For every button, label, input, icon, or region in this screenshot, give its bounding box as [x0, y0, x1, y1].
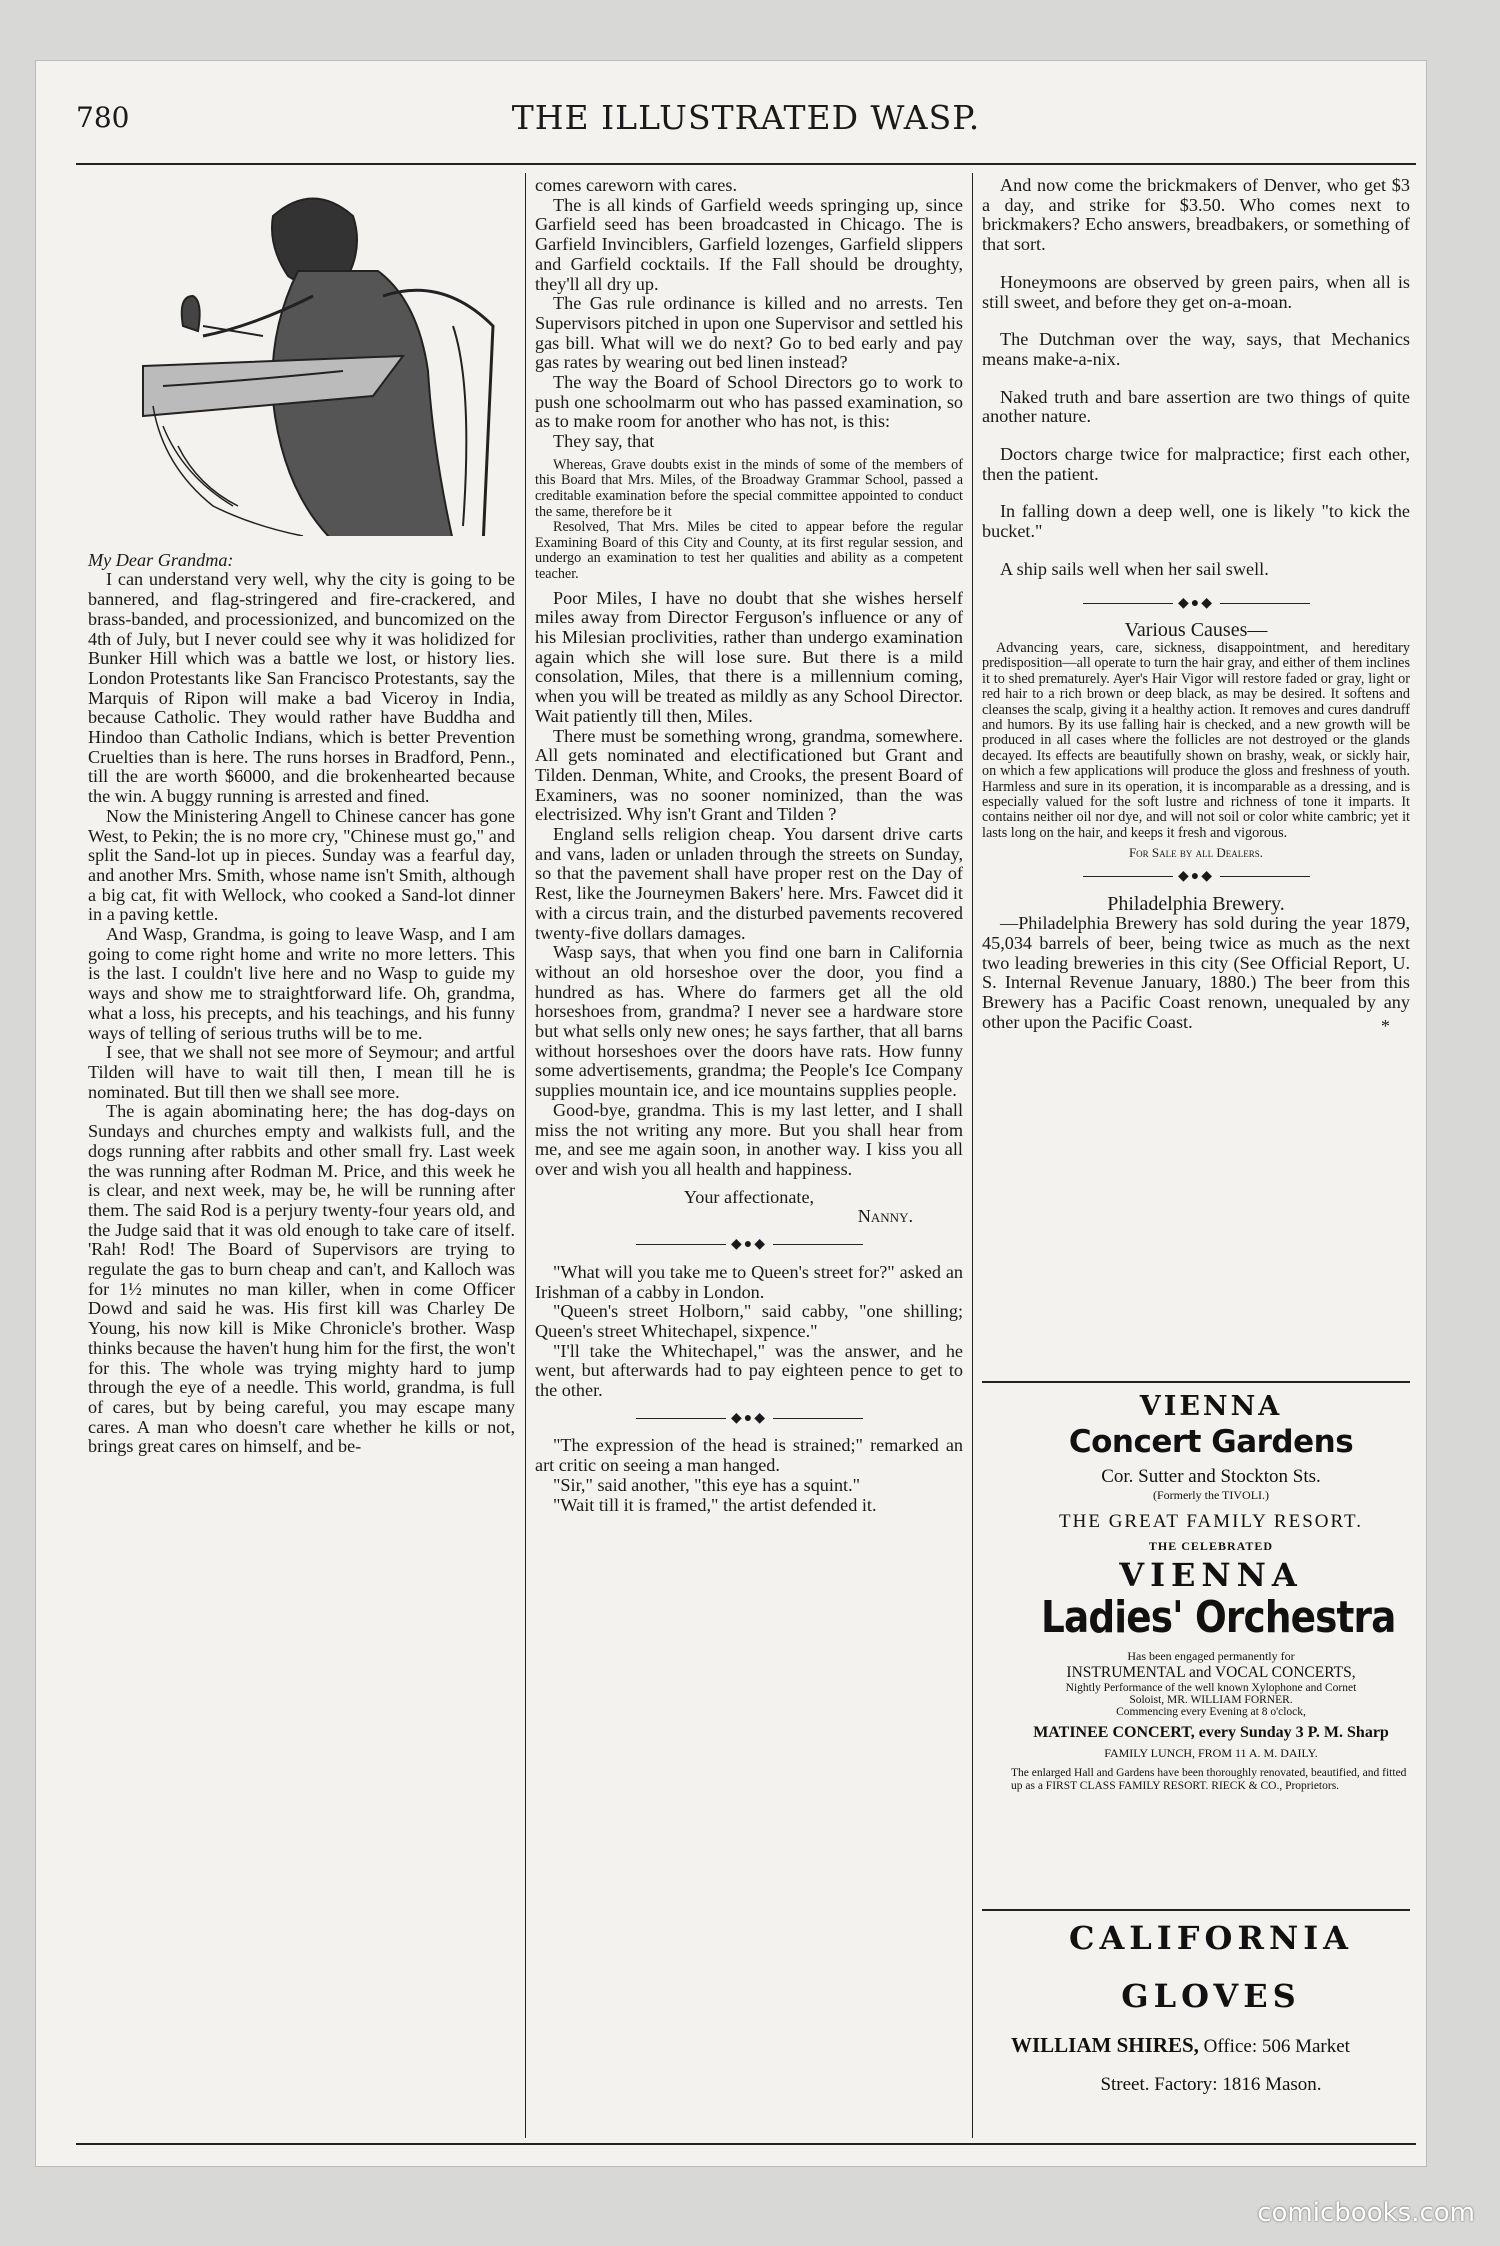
column-rule-2	[972, 173, 973, 2138]
ad-celebrated: THE CELEBRATED	[1148, 1539, 1274, 1553]
ad-rule-top	[982, 1381, 1410, 1383]
col2-paragraph: Wasp says, that when you find one barn in California without an old horseshoe over the door, you find a hundred as has. Where do farmers get all the old horseshoes from, grandma? I never see a hardware store but what sells only new ones; he says farther, that all barns without horseshoes over the doors have rats. How funny some advertisements, grandma; the People's Ice Company supplies mountain ice, and ice mountains supplies people.	[535, 942, 963, 1101]
ad-gloves: GLOVES	[1121, 1977, 1301, 2015]
ad-nightly: Nightly Performance of the well known Xylophone and Cornet	[1065, 1682, 1357, 1694]
paragrapher-item: A ship sails well when her sail swell.	[1000, 558, 1269, 579]
ad-renovated: The enlarged Hall and Gardens have been thoroughly renovated, beautified, and fitted up as a FIRST CLASS FAMILY RESORT. RIECK & CO., Proprietors.	[1011, 1767, 1407, 1792]
ad-ladies-orchestra: Ladies' Orchestra	[1041, 1592, 1396, 1643]
resolution-resolved: Resolved, That Mrs. Miles be cited to appear before the regular Examining Board of this City and County, at its first regular session, and undergo an examination to test her qualities and ability as a competent teacher.	[535, 519, 963, 582]
ad-vienna-heading: VIENNA	[1139, 1391, 1283, 1422]
joke-line: "What will you take me to Queen's street for?" asked an Irishman of a cabby in London.	[535, 1261, 963, 1302]
ad-concerts: INSTRUMENTAL and VOCAL CONCERTS,	[1066, 1664, 1356, 1681]
brewery-mark: *	[1380, 1015, 1390, 1036]
ad-proprietor	[1011, 2033, 1411, 2058]
newspaper-page	[35, 60, 1427, 2167]
joke-line: "I'll take the Whitechapel," was the answer, and he went, but afterwards had to pay eighteen pence to get to the other.	[535, 1340, 963, 1401]
paragrapher-item: And now come the brickmakers of Denver, who get $3 a day, and strike for $3.50. Who comes next to brickmakers? Echo answers, breadbakers, or something of that sort.	[982, 175, 1410, 255]
paragrapher-item: Doctors charge twice for malpractice; first each other, then the patient.	[982, 444, 1410, 484]
joke-line: "Wait till it is framed," the artist defended it.	[553, 1494, 877, 1515]
ad-formerly: (Formerly the TIVOLI.)	[1152, 1488, 1270, 1502]
col1-paragraph: Now the Ministering Angell to Chinese cancer has gone West, to Pekin; the is no more cry, "Chinese must go," and split the Sand-lot up in pieces. Sunday was a fearful day, and another Mrs. Smith, whose name isn't Smith, although a big cat, fit with Wellock, who cooked a Sand-lot dinner in a paving kettle.	[88, 805, 515, 925]
ad-vienna-subheading: VIENNA	[1119, 1556, 1303, 1594]
paragrapher-item: Honeymoons are observed by green pairs, when all is still sweet, and before they get on-a-moan.	[982, 271, 1410, 312]
ornament-divider: ◆●◆	[535, 1409, 963, 1429]
paragrapher-item: In falling down a deep well, one is likely "to kick the bucket."	[982, 501, 1410, 542]
brewery-title: Philadelphia Brewery.	[1107, 892, 1285, 915]
signature: Nanny.	[857, 1206, 913, 1227]
col2-paragraph: The is all kinds of Garfield weeds springing up, since Garfield seed has been broadcasted in Chicago. The is Garfield Invinciblers, Garfield lozenges, Garfield slippers and Garfield cocktails. If the Fall should be droughty, they'll all dry up.	[535, 194, 963, 294]
paragrapher-item: The Dutchman over the way, says, that Mechanics means make-a-nix.	[982, 329, 1410, 369]
col1-paragraph: The is again abominating here; the has dog-days on Sundays and churches empty and walkists full, and the dogs running after rabbits and other small fry. Last week the was running after Rodman M. Price, and this week he is clear, and next week, may be, he will be running after them. The said Rod is a perjury twenty-four years old, and the Judge said that it was old enough to take care of itself. 'Rah! Rod! The Board of Supervisors are trying to regulate the gas to burn cheap and can't, and Kalloch was for 1½ minutes no man killer, when in come Officer Dowd and said he was. His first kill was Charley De Young, his now kill is Mike Chronicle's brother. Wasp thinks because the haven't hung him for the first, the won't for this. The whole was trying mighty hard to jump through the eye of a needle. This world, grandma, is full of cares, but by being careful, you may escape many cares. A man who doesn't care whether he kills or not, brings great cares on himself, and be-	[88, 1101, 515, 1457]
masthead-title: THE ILLUSTRATED WASP.	[511, 98, 981, 137]
ad-concert-gardens: Concert Gardens	[1068, 1424, 1354, 1460]
col2-paragraph: Poor Miles, I have no doubt that she wishes herself miles away from Director Ferguson's influence or any of his Milesian proclivities, rather than undergo examination again which she will lose sure. But there is a mild consolation, Miles, that there is a millennium coming, when you will be treated as mildly as any School Director. Wait patiently till then, Miles.	[535, 587, 963, 726]
col1-paragraph: I can understand very well, why the city is going to be bannered, and flag-stringered and fire-crackered, and brass-banded, and processionized, and buncomized on the 4th of July, but I never could see why it was holidized for Bunker Hill which was a battle we lost, or history lies. London Protestants like San Francisco Protestants, say the Marquis of Ripon will make a bad Viceroy in India, because Catholic. They would rather have Buddha and Hindoo than Catholic Indians, which is better Prevention Cruelties than is here. The runs horses in Bradford, Penn., till the are worth $6000, and die brokenhearted because the win. A buggy running is arrested and fined.	[88, 569, 515, 807]
ad-office: Office: 506 Market	[1203, 2036, 1350, 2057]
resolution-whereas: Whereas, Grave doubts exist in the minds of some of the members of this Board that Mrs. Miles, of the Broadway Grammar School, passed a creditable examination before the special committee appointed to conduct the same, therefore be it	[535, 456, 963, 520]
col2-paragraph: England sells religion cheap. You darsent drive carts and vans, laden or unladen through the streets on Sunday, so that the pavement shall have proper rest on the Day of Rest, like the Journeymen Bakers' here. Mrs. Fawcet did it with a circus train, and the disturbed pavements recovered twenty-five dollars damages.	[535, 824, 963, 943]
ad-address: Cor. Sutter and Stockton Sts.	[1101, 1466, 1321, 1487]
footer-rule	[76, 2143, 1416, 2145]
column-1	[88, 176, 515, 1457]
page-header	[76, 96, 1416, 156]
joke-line: "The expression of the head is strained;" remarked an art critic on seeing a man hanged.	[535, 1435, 963, 1476]
various-causes-footer: For Sale by all Dealers.	[1128, 845, 1264, 861]
column-2	[535, 176, 963, 1515]
column-3	[982, 176, 1410, 1036]
header-rule	[76, 163, 1416, 165]
girl-writing-illustration	[123, 176, 543, 536]
joke-line: "Queen's street Holborn," said cabby, "one shilling; Queen's street Whitechapel, sixpence."	[535, 1301, 963, 1341]
ad-family-resort: THE GREAT FAMILY RESORT.	[1059, 1511, 1363, 1532]
joke-line: "Sir," said another, "this eye has a squint."	[553, 1474, 861, 1495]
salutation: My Dear Grandma:	[88, 549, 234, 570]
brewery-body: —Philadelphia Brewery has sold during the year 1879, 45,034 barrels of beer, being twice as much as the next two leading breweries in this city (See Official Report, U. S. Internal Revenue January, 1880.) The beer from this Brewery has a Pacific Coast renown, unequaled by any other upon the Pacific Coast.	[982, 913, 1410, 1032]
various-causes-body: Advancing years, care, sickness, disappointment, and hereditary predisposition—all operate to turn the hair gray, and either of them inclines it to shed prematurely. Ayer's Hair Vigor will restore faded or gray, light or red hair to a rich brown or deep black, as may be desired. It softens and cleanses the scalp, giving it a healthy action. It removes and cures dandruff and humors. By its use falling hair is checked, and a new growth will be produced in all cases where the follicles are not destroyed or the glands decayed. Its effects are beautifully shown on brashy, weak, or sickly hair, on which a few applications will produce the gloss and freshness of youth. Harmless and sure in its operation, it is incomparable as a dressing, and is especially valued for the soft lustre and richness of tone it imparts. It contains neither oil nor dye, and will not soil or color white cambric; yet it lasts long on the hair, and keeps it fresh and vigorous.	[982, 639, 1410, 841]
col2-paragraph: Good-bye, grandma. This is my last letter, and I shall miss the not writing any more. But you shall hear from me, and see me again soon, in another way. I kiss you all over and wish you all health and happiness.	[535, 1099, 963, 1179]
ad-family-lunch: FAMILY LUNCH, FROM 11 A. M. DAILY.	[1104, 1746, 1318, 1760]
page-number: 780	[76, 101, 130, 134]
ad-engaged: Has been engaged permanently for	[1127, 1649, 1295, 1663]
ad-proprietor-name: WILLIAM SHIRES,	[1011, 2033, 1199, 2057]
ad-california: CALIFORNIA	[1069, 1919, 1353, 1957]
ad-commencing: Commencing every Evening at 8 o'clock,	[1116, 1706, 1306, 1718]
col2-paragraph: There must be something wrong, grandma, somewhere. All gets nominated and electificationed but Grant and Tilden. Denman, White, and Crooks, the present Board of Examiners, was no sooner nominized, than the was electrisized. Why isn't Grant and Tilden ?	[535, 725, 963, 825]
ornament-divider: ◆●◆	[982, 867, 1410, 887]
paragrapher-item: Naked truth and bare assertion are two things of quite another nature.	[982, 386, 1410, 427]
col2-paragraph: The Gas rule ordinance is killed and no arrests. Ten Supervisors pitched in upon one Supervisor and settled his gas bill. What will we do next? Go to bed early and pay gas rates by wearing out bed linen instead?	[535, 293, 963, 373]
watermark: comicbooks.com	[1257, 2198, 1475, 2228]
col2-paragraph: The way the Board of School Directors go to work to push one schoolmarm out who has passed examination, so as to make room for another who has not, is this:	[535, 372, 963, 432]
ornament-divider: ◆●◆	[535, 1235, 963, 1255]
ornament-divider: ◆●◆	[982, 594, 1410, 614]
col1-paragraph: I see, that we shall not see more of Seymour; and artful Tilden will have to wait till then, I mean till he is nominated. But till then we shall see more.	[88, 1042, 515, 1102]
col1-paragraph: And Wasp, Grandma, is going to leave Wasp, and I am going to come right home and write no more letters. This is the last. I couldn't live here and no Wasp to guide my ways and show me to straightforward life. Oh, grandma, what a loss, his precepts, and his teachings, and his funny ways of telling of serious truths will be to me.	[88, 924, 515, 1043]
col2-paragraph: They say, that	[553, 431, 655, 452]
closing: Your affectionate,	[683, 1186, 815, 1207]
ad-matinee: MATINEE CONCERT, every Sunday 3 P. M. Sharp	[1033, 1724, 1389, 1741]
col2-continuation: comes careworn with cares.	[535, 175, 737, 195]
california-gloves-ad	[1011, 1919, 1411, 2096]
ad-factory: Street. Factory: 1816 Mason.	[1100, 2074, 1322, 2095]
various-causes-title: Various Causes—	[1124, 619, 1268, 642]
ad-rule-middle	[982, 1909, 1410, 1911]
vienna-gardens-ad	[1011, 1391, 1411, 1792]
ad-soloist: Soloist, MR. WILLIAM FORNER.	[1129, 1694, 1293, 1706]
